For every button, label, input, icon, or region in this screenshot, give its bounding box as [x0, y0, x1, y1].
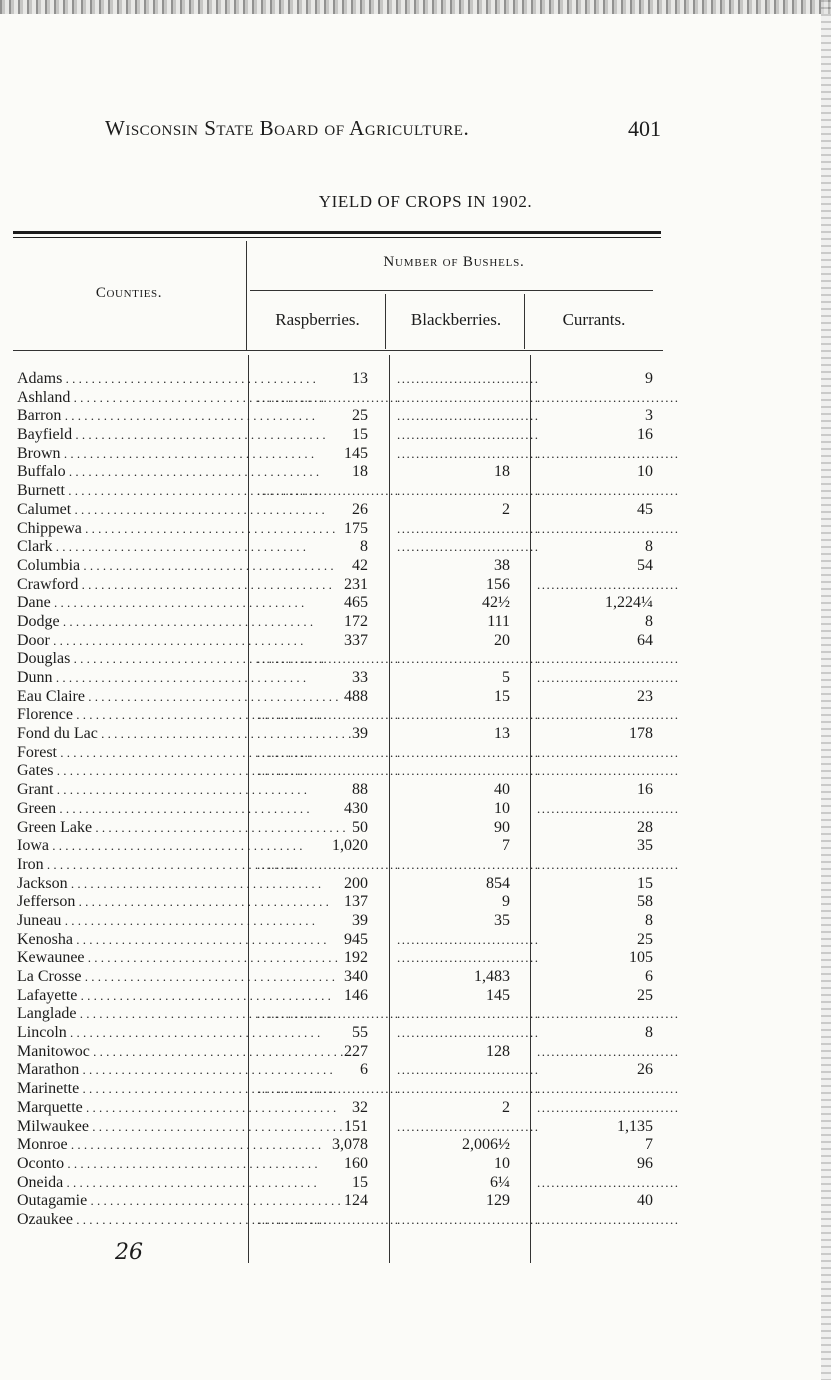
raspberries-value: 18 [352, 463, 368, 481]
page-edge-top [0, 0, 831, 14]
raspberries-empty-leader: .............................. [257, 1006, 400, 1022]
blackberries-value: 42½ [482, 594, 510, 612]
table-row [13, 444, 680, 464]
currants-empty-leader: .............................. [537, 389, 680, 405]
raspberries-value: 172 [344, 612, 368, 630]
currants-empty-leader: .............................. [537, 576, 680, 592]
raspberries-value: 13 [352, 370, 368, 387]
blackberries-empty-leader: .............................. [397, 539, 540, 555]
blackberries-value: 2,006½ [462, 1136, 510, 1154]
table-row [13, 538, 665, 557]
blackberries-empty-leader: .............................. [397, 707, 540, 723]
table-row [13, 1155, 665, 1174]
blackberries-value: 6¼ [490, 1173, 510, 1191]
table-row [13, 594, 665, 613]
county-name: Brown . . . [17, 445, 243, 464]
table-row [13, 613, 665, 632]
county-name: Outagamie . . . [17, 1192, 243, 1211]
blackberries-value: 7 [502, 837, 510, 855]
currants-value: 28 [637, 818, 653, 836]
currants-empty-leader: .............................. [537, 1006, 680, 1022]
header-divider-rasp [385, 294, 386, 349]
currants-value: 6 [645, 968, 653, 985]
table-title: YIELD OF CROPS IN 1902. [318, 192, 533, 211]
raspberries-value: 200 [344, 874, 368, 892]
blackberries-value: 10 [494, 1154, 510, 1172]
table-row [13, 1098, 680, 1118]
table-row [13, 688, 665, 707]
table-row [13, 501, 665, 520]
page-header [105, 116, 665, 150]
county-name: Barron . . . [17, 407, 243, 426]
table-row [13, 1173, 680, 1193]
county-name: Oconto . . . [17, 1155, 243, 1174]
blackberries-value: 35 [494, 911, 510, 929]
raspberries-value: 945 [344, 930, 368, 948]
county-name: Kewaunee . . . [17, 949, 243, 968]
blackberries-value: 854 [486, 874, 510, 892]
table-row [13, 875, 665, 894]
county-name: Ashland . . . [17, 389, 243, 408]
currants-empty-leader: .............................. [537, 856, 680, 872]
blackberries-value: 20 [494, 631, 510, 649]
currants-empty-leader: .............................. [537, 445, 680, 461]
table-row [13, 819, 665, 838]
blackberries-empty-leader: .............................. [397, 1081, 540, 1097]
raspberries-value: 25 [352, 407, 368, 425]
currants-empty-leader: .............................. [537, 1211, 680, 1227]
table-row [13, 743, 680, 763]
table-row [13, 370, 665, 389]
raspberries-value: 39 [352, 911, 368, 929]
currants-value: 16 [637, 781, 653, 799]
raspberries-header: Raspberries. [275, 310, 360, 329]
raspberries-value: 88 [352, 781, 368, 799]
county-name: Grant . . . [17, 781, 243, 800]
table-row [13, 1042, 680, 1062]
blackberries-empty-leader: .............................. [397, 371, 540, 386]
table-row [13, 706, 680, 725]
table-row [13, 931, 665, 950]
blackberries-value: 2 [502, 500, 510, 518]
raspberries-value: 39 [352, 725, 368, 743]
currants-empty-leader: .............................. [537, 1099, 680, 1115]
table-row [13, 463, 665, 482]
currants-value: 40 [637, 1192, 653, 1210]
blackberries-empty-leader: .............................. [397, 856, 540, 872]
table-row [13, 799, 680, 819]
currants-value: 10 [637, 463, 653, 481]
county-name: Clark . . . [17, 538, 243, 557]
county-name: Crawford . . . [17, 576, 243, 595]
currants-empty-leader: .............................. [537, 1174, 680, 1190]
county-name: Monroe . . . [17, 1136, 243, 1155]
blackberries-empty-leader: .............................. [397, 651, 540, 667]
currants-value: 1,135 [617, 1117, 653, 1135]
county-name: Green Lake . . . [17, 819, 243, 838]
raspberries-value: 465 [344, 594, 368, 612]
currants-value: 45 [637, 500, 653, 518]
raspberries-value: 137 [344, 893, 368, 911]
county-name: Adams . . . [17, 370, 243, 389]
county-name: Calumet . . . [17, 501, 243, 520]
currants-empty-leader: .............................. [537, 763, 680, 779]
table-row [13, 855, 680, 875]
currants-value: 8 [645, 1024, 653, 1042]
blackberries-value: 40 [494, 781, 510, 799]
blackberries-value: 145 [486, 986, 510, 1004]
currants-value: 9 [645, 370, 653, 387]
raspberries-value: 42 [352, 556, 368, 574]
county-name: Milwaukee . . . [17, 1118, 243, 1137]
counties-header: Counties. [95, 285, 163, 301]
table-top-rule [13, 231, 661, 238]
county-name: Columbia . . . [17, 557, 243, 576]
county-name: Lafayette . . . [17, 987, 243, 1006]
table-row [13, 1005, 680, 1024]
blackberries-value: 1,483 [474, 968, 510, 985]
blackberries-empty-leader: .............................. [397, 520, 540, 536]
currants-value: 3 [645, 407, 653, 425]
currants-value: 25 [637, 930, 653, 948]
county-name: Jefferson . . . [17, 893, 243, 912]
county-name: Ozaukee . . . [17, 1211, 243, 1230]
raspberries-empty-leader: .............................. [257, 744, 400, 760]
currants-value: 96 [637, 1154, 653, 1172]
county-name: Iron . . . [17, 856, 243, 875]
raspberries-value: 6 [360, 1061, 368, 1079]
county-name: Douglas . . . [17, 650, 243, 669]
blackberries-empty-leader: .............................. [397, 408, 540, 424]
currants-empty-leader: .............................. [537, 483, 680, 499]
table-row [13, 575, 680, 595]
table-row [13, 1080, 680, 1099]
county-name: Gates . . . [17, 762, 243, 781]
county-name: Forest . . . [17, 744, 243, 763]
raspberries-empty-leader: .............................. [257, 1211, 400, 1227]
blackberries-value: 15 [494, 687, 510, 705]
blackberries-empty-leader: .............................. [397, 763, 540, 779]
raspberries-value: 3,078 [332, 1136, 368, 1154]
currants-empty-leader: .............................. [537, 707, 680, 723]
county-name: Oneida . . . [17, 1174, 243, 1193]
table-row [13, 987, 665, 1006]
currants-value: 1,224¼ [605, 594, 653, 612]
raspberries-value: 1,020 [332, 837, 368, 855]
raspberries-value: 337 [344, 631, 368, 649]
table-row [13, 912, 665, 931]
table-row [13, 837, 665, 856]
table-row [13, 1210, 680, 1230]
blackberries-value: 111 [487, 612, 510, 630]
raspberries-value: 340 [344, 968, 368, 985]
raspberries-value: 15 [352, 1173, 368, 1191]
county-name: Marathon . . . [17, 1061, 243, 1080]
table-row [13, 669, 680, 688]
blackberries-empty-leader: .............................. [397, 483, 540, 499]
folio: 26 [115, 1240, 143, 1265]
blackberries-value: 9 [502, 893, 510, 911]
blackberries-empty-leader: .............................. [397, 1118, 540, 1134]
page-number: 401 [628, 116, 661, 141]
county-name: Door . . . [17, 632, 243, 651]
blackberries-empty-leader: .............................. [397, 427, 540, 443]
county-name: Buffalo . . . [17, 463, 243, 482]
county-name: Langlade . . . [17, 1005, 243, 1024]
blackberries-empty-leader: .............................. [397, 445, 540, 461]
raspberries-value: 146 [344, 986, 368, 1004]
raspberries-value: 175 [344, 519, 368, 537]
currants-empty-leader: .............................. [537, 651, 680, 667]
blackberries-empty-leader: .............................. [397, 389, 540, 405]
county-name: Marinette . . . [17, 1080, 243, 1099]
currants-value: 16 [637, 426, 653, 444]
table-row [13, 407, 665, 426]
table-row [13, 968, 665, 987]
blackberries-empty-leader: .............................. [397, 950, 540, 966]
county-name: Dane . . . [17, 594, 243, 613]
blackberries-empty-leader: .............................. [397, 1006, 540, 1022]
raspberries-value: 55 [352, 1024, 368, 1042]
blackberries-value: 129 [486, 1192, 510, 1210]
raspberries-value: 8 [360, 538, 368, 556]
raspberries-value: 192 [344, 949, 368, 967]
raspberries-value: 227 [344, 1042, 368, 1060]
raspberries-empty-leader: .............................. [257, 389, 400, 405]
currants-value: 178 [629, 725, 653, 743]
raspberries-value: 15 [352, 426, 368, 444]
raspberries-value: 124 [344, 1192, 368, 1210]
raspberries-value: 160 [344, 1154, 368, 1172]
currants-value: 8 [645, 612, 653, 630]
county-name: Green . . . [17, 800, 243, 819]
blackberries-value: 156 [486, 575, 510, 593]
running-title: Wisconsin State Board of Agriculture. [105, 116, 470, 140]
table-row [13, 519, 680, 539]
raspberries-value: 145 [344, 444, 368, 462]
bushels-group-header: Number of Bushels. [383, 254, 525, 270]
raspberries-empty-leader: .............................. [257, 763, 400, 779]
county-name: Eau Claire . . . [17, 688, 243, 707]
table-row [13, 762, 680, 781]
blackberries-empty-leader: .............................. [397, 744, 540, 760]
currants-value: 15 [637, 874, 653, 892]
blackberries-empty-leader: .............................. [397, 1025, 540, 1041]
currants-value: 25 [637, 986, 653, 1004]
raspberries-empty-leader: .............................. [257, 483, 400, 499]
raspberries-value: 430 [344, 799, 368, 817]
table-row [13, 632, 665, 651]
table-row [13, 1192, 665, 1211]
county-name: Chippewa . . . [17, 520, 243, 539]
currants-value: 8 [645, 538, 653, 556]
table-row [13, 388, 680, 408]
county-name: Bayfield . . . [17, 426, 243, 445]
county-name: Jackson . . . [17, 875, 243, 894]
county-name: Fond du Lac . . . [17, 725, 243, 744]
county-name: Iowa . . . [17, 837, 243, 856]
currants-value: 58 [637, 893, 653, 911]
raspberries-empty-leader: .............................. [257, 856, 400, 872]
header-divider-black [524, 294, 525, 349]
currants-value: 23 [637, 687, 653, 705]
county-name: La Crosse . . . [17, 968, 243, 987]
table-row [13, 1024, 665, 1043]
table-body [13, 370, 680, 1230]
county-name: Dunn . . . [17, 669, 243, 688]
currants-value: 54 [637, 556, 653, 574]
currants-value: 35 [637, 837, 653, 855]
table-row [13, 1118, 665, 1137]
county-name: Marquette . . . [17, 1099, 243, 1118]
blackberries-empty-leader: .............................. [397, 931, 540, 947]
table-row [13, 426, 665, 445]
county-name: Kenosha . . . [17, 931, 243, 950]
table-row [13, 557, 665, 576]
raspberries-value: 26 [352, 500, 368, 518]
table-row [13, 893, 665, 912]
table-row [13, 725, 665, 744]
currants-empty-leader: .............................. [537, 670, 680, 685]
raspberries-value: 50 [352, 818, 368, 836]
county-name: Florence . . . [17, 706, 243, 725]
currants-empty-leader: .............................. [537, 744, 680, 760]
blackberries-header: Blackberries. [410, 310, 502, 329]
table-row [13, 781, 665, 800]
blackberries-value: 128 [486, 1042, 510, 1060]
raspberries-value: 151 [344, 1117, 368, 1135]
currants-value: 7 [645, 1136, 653, 1154]
county-name: Manitowoc . . . [17, 1043, 243, 1062]
blackberries-empty-leader: .............................. [397, 1062, 540, 1078]
header-bottom-rule [13, 350, 663, 351]
table-row [13, 650, 680, 669]
raspberries-empty-leader: .............................. [257, 651, 400, 667]
raspberries-value: 33 [352, 669, 368, 686]
blackberries-value: 38 [494, 556, 510, 574]
raspberries-value: 32 [352, 1098, 368, 1116]
blackberries-value: 18 [494, 463, 510, 481]
header-group-rule [250, 290, 653, 291]
blackberries-value: 90 [494, 818, 510, 836]
currants-value: 26 [637, 1061, 653, 1079]
county-name: Dodge . . . [17, 613, 243, 632]
table-row [13, 482, 680, 501]
currants-value: 105 [629, 949, 653, 967]
currants-header: Currants. [562, 310, 626, 329]
blackberries-value: 2 [502, 1098, 510, 1116]
raspberries-empty-leader: .............................. [257, 707, 400, 723]
raspberries-value: 231 [344, 575, 368, 593]
table-row [13, 1136, 665, 1155]
raspberries-value: 488 [344, 687, 368, 705]
blackberries-value: 13 [494, 725, 510, 743]
county-name: Lincoln . . . [17, 1024, 243, 1043]
county-name: Burnett . . . [17, 482, 243, 501]
currants-empty-leader: .............................. [537, 1043, 680, 1059]
table-row [13, 949, 665, 968]
blackberries-value: 10 [494, 799, 510, 817]
raspberries-empty-leader: .............................. [257, 1081, 400, 1097]
table-row [13, 1061, 665, 1080]
currants-value: 8 [645, 911, 653, 929]
blackberries-value: 5 [502, 669, 510, 686]
blackberries-empty-leader: .............................. [397, 1211, 540, 1227]
currants-empty-leader: .............................. [537, 1081, 680, 1097]
county-name: Juneau . . . [17, 912, 243, 931]
currants-empty-leader: .............................. [537, 800, 680, 816]
currants-empty-leader: .............................. [537, 520, 680, 536]
currants-value: 64 [637, 631, 653, 649]
